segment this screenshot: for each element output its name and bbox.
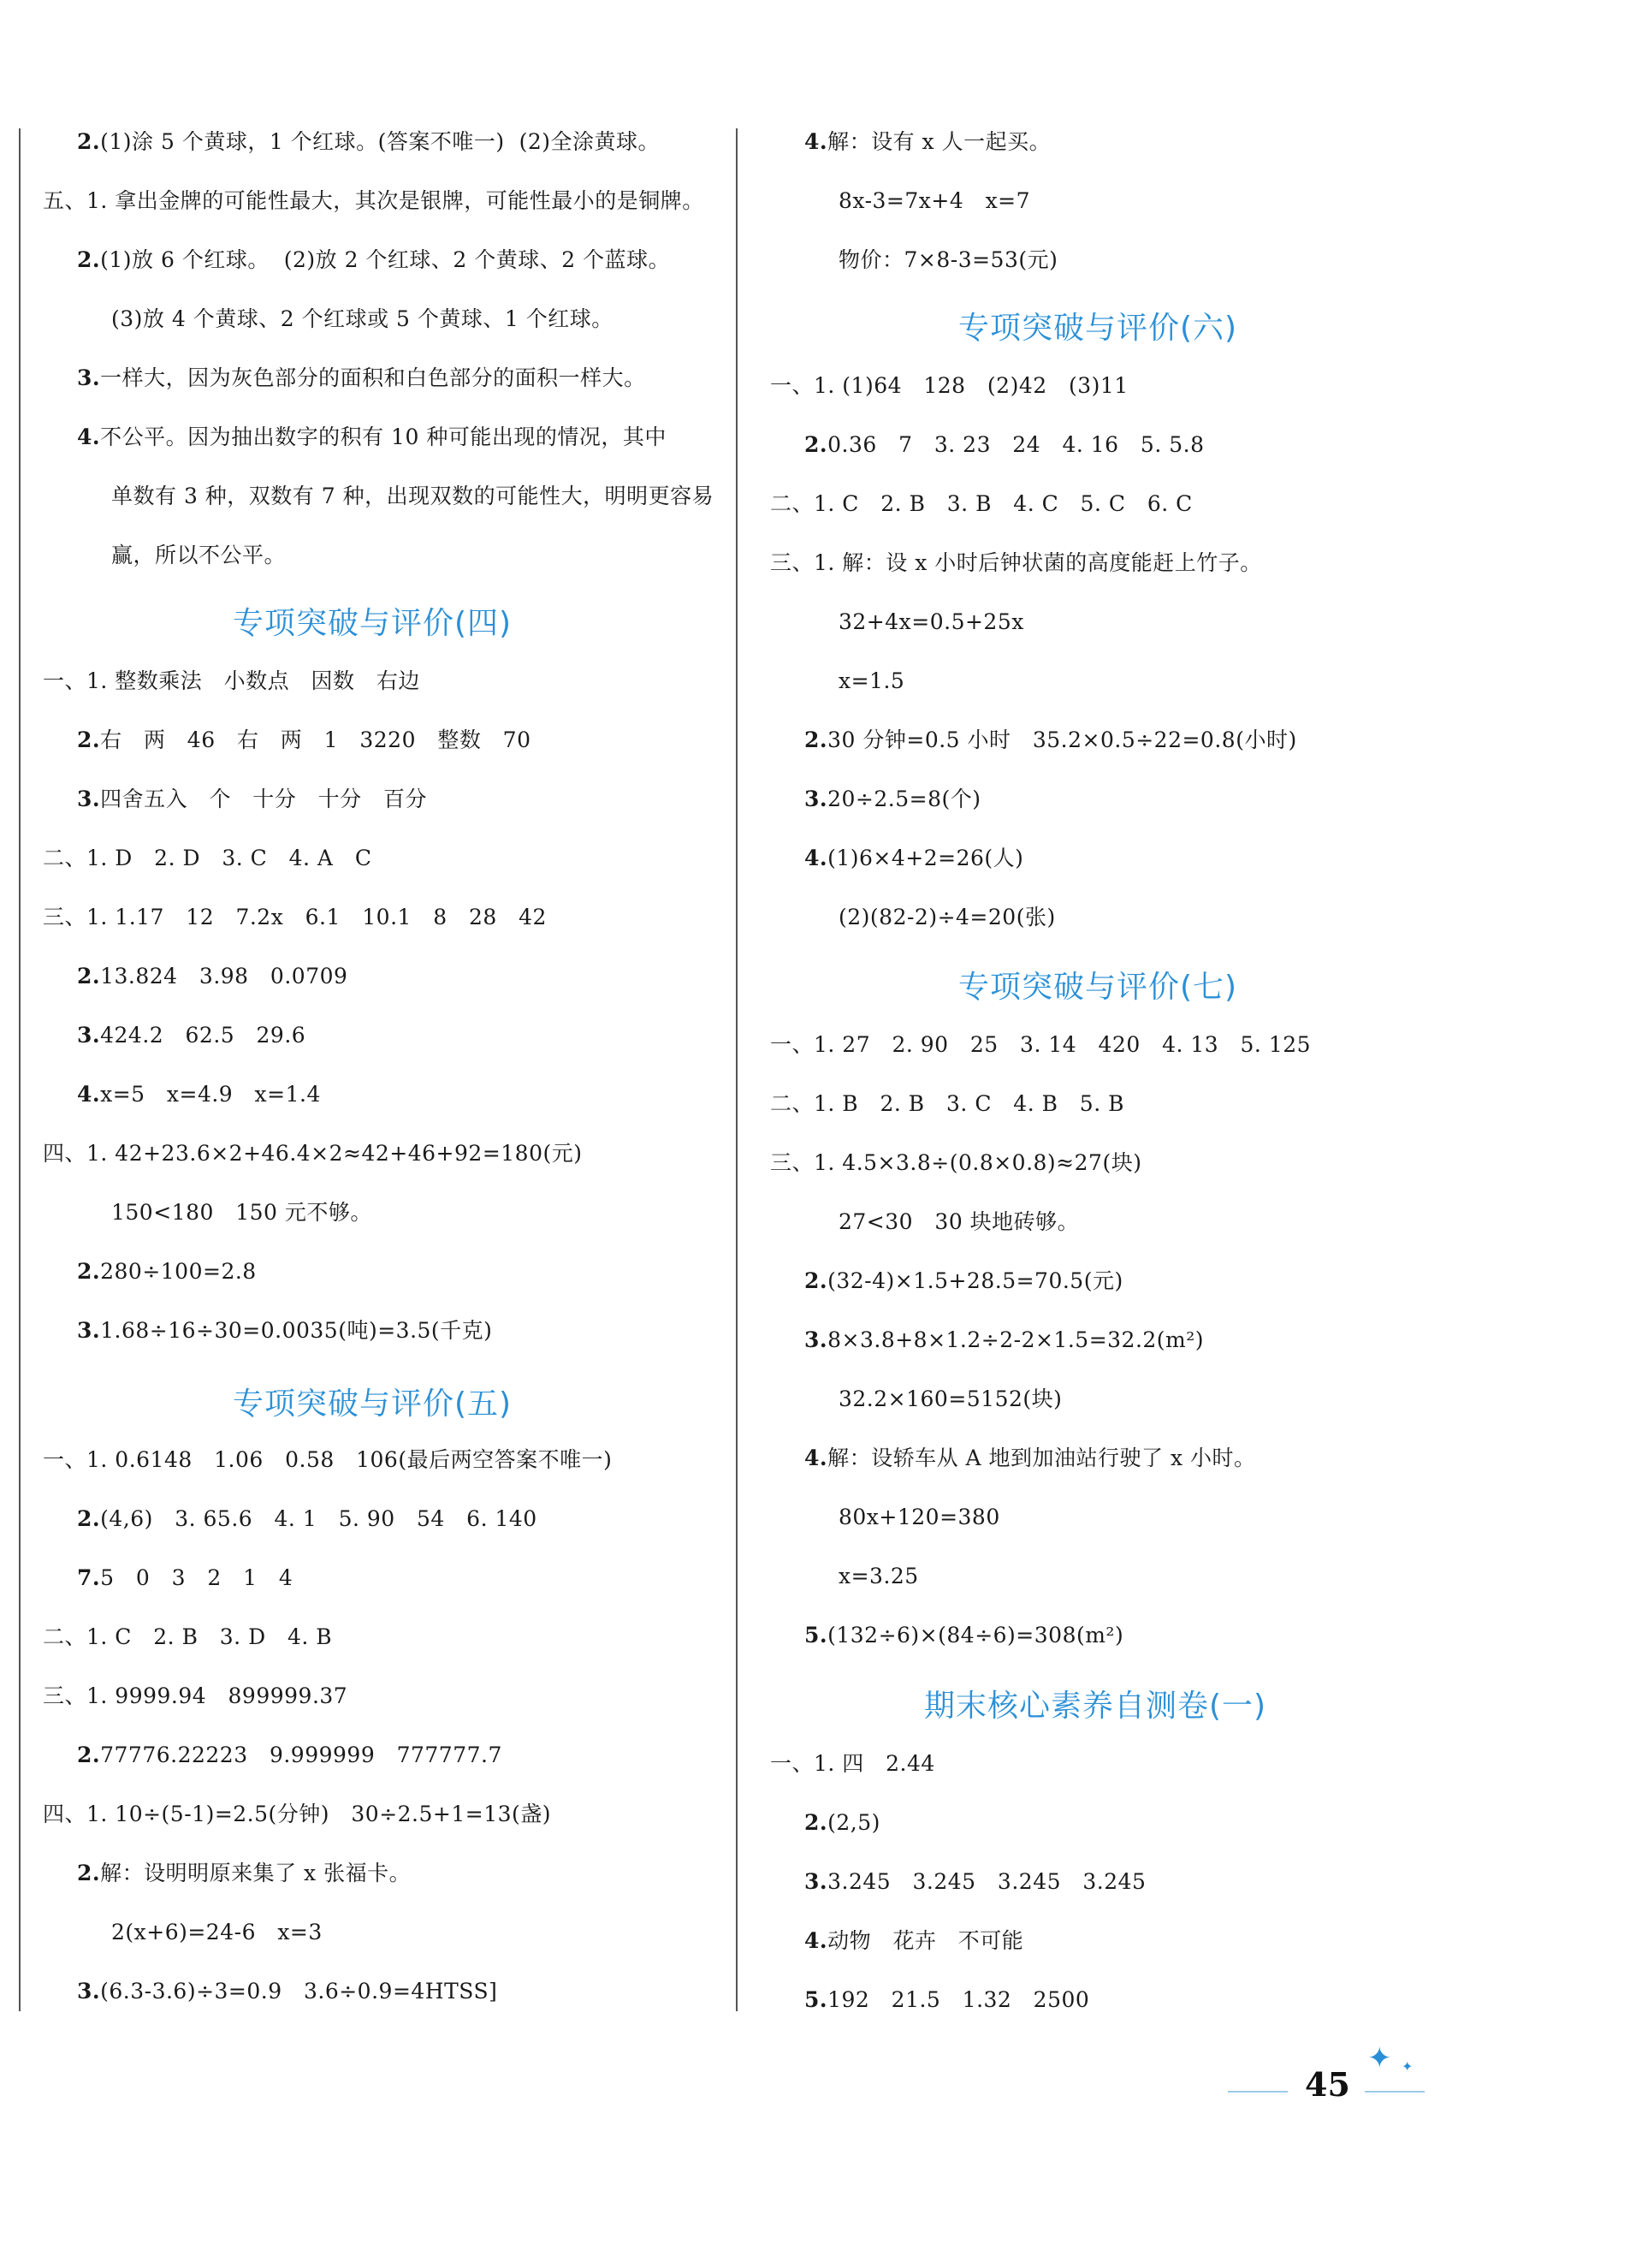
answer-line: [839, 904, 1056, 931]
answer-text: 80x+120=380: [839, 1505, 1000, 1529]
answer-text: 赢，所以不公平。: [111, 543, 287, 567]
answer-line: [43, 1140, 583, 1167]
answer-text: 32+4x=0.5+25x: [839, 609, 1024, 634]
answer-text: 二、1. C 2. B 3. D 4. B: [43, 1624, 333, 1649]
answer-text: 一、1. 27 2. 90 25 3. 14 420 4. 13 5. 125: [770, 1032, 1312, 1057]
sparkle-icon: ✦: [1367, 2041, 1392, 2075]
answer-line: [77, 1860, 411, 1887]
question-number: 2.: [77, 1743, 101, 1767]
answer-line: [770, 1750, 935, 1778]
answer-text: 一、1. (1)64 128 (2)42 (3)11: [770, 373, 1129, 398]
question-number: 3.: [804, 787, 828, 811]
answer-text: x=3.25: [839, 1564, 919, 1588]
answer-text: 不公平。因为抽出数字的积有 10 种可能出现的情况，其中: [100, 425, 667, 449]
answer-line: [839, 1504, 1000, 1531]
answer-text: 一样大，因为灰色部分的面积和白色部分的面积一样大。: [100, 365, 646, 390]
answer-line: [43, 1624, 332, 1651]
answer-text: 二、1. D 2. D 3. C 4. A C: [43, 846, 372, 870]
answer-text: 2(x+6)=24-6 x=3: [111, 1920, 323, 1944]
answer-text: 二、1. C 2. B 3. B 4. C 5. C 6. C: [770, 491, 1193, 516]
answer-line: [839, 246, 1058, 274]
answer-text: 8x-3=7x+4 x=7: [839, 188, 1031, 213]
answer-line: [77, 1317, 492, 1345]
answer-line: [77, 786, 427, 813]
question-number: 7.: [77, 1565, 101, 1590]
answer-line: [77, 963, 347, 990]
question-number: 2.: [77, 727, 101, 752]
answer-text: (32-4)×1.5+28.5=70.5(元): [827, 1268, 1123, 1293]
answer-text: 20÷2.5=8(个): [827, 787, 981, 811]
question-number: 2.: [804, 727, 828, 752]
answer-line: [77, 1505, 537, 1533]
answer-text: x=1.5: [839, 668, 905, 693]
question-number: 3.: [77, 365, 101, 390]
answer-text: x=5 x=4.9 x=1.4: [100, 1082, 321, 1107]
answer-line: [77, 1081, 321, 1108]
question-number: 3.: [77, 1979, 101, 2004]
answer-text: 四舍五入 个 十分 十分 百分: [100, 787, 427, 811]
answer-line: [804, 1327, 1204, 1354]
answer-line: [804, 786, 981, 813]
answer-text: 150<180 150 元不够。: [111, 1200, 372, 1225]
answer-text: 一、1. 0.6148 1.06 0.58 106(最后两空答案不唯一): [43, 1447, 613, 1472]
answer-line: [43, 668, 420, 695]
question-number: 2.: [804, 432, 828, 457]
answer-line: [770, 490, 1193, 518]
answer-line: [77, 1742, 502, 1769]
answer-text: 解：设明明原来集了 x 张福卡。: [100, 1861, 412, 1885]
answer-line: [839, 1208, 1079, 1236]
answer-text: (2,5): [827, 1810, 880, 1835]
answer-line: [770, 1149, 1141, 1177]
answer-text: 8×3.8+8×1.2÷2-2×1.5=32.2(m²): [827, 1327, 1205, 1352]
question-number: 2.: [77, 964, 101, 989]
question-number: 2.: [77, 1506, 101, 1531]
center-column-divider: [736, 128, 738, 2011]
answer-text: 1.68÷16÷30=0.0035(吨)=3.5(千克): [100, 1318, 493, 1343]
section-heading: 专项突破与评价(七): [958, 970, 1238, 1005]
answer-line: [804, 1445, 1256, 1472]
answer-line: [770, 1031, 1311, 1059]
question-number: 4.: [77, 425, 101, 449]
answer-text: (1)涂 5 个黄球，1 个红球。(答案不唯一) (2)全涂黄球。: [100, 129, 660, 154]
answer-text: 一、1. 四 2.44: [770, 1751, 935, 1776]
answer-line: [839, 668, 904, 695]
question-number: 3.: [804, 1869, 828, 1894]
answer-text: 280÷100=2.8: [100, 1259, 257, 1284]
answer-line: [77, 424, 667, 451]
answer-text: 27<30 30 块地砖够。: [839, 1209, 1080, 1234]
answer-line: [43, 845, 371, 872]
question-number: 4.: [804, 846, 828, 870]
answer-text: 32.2×160=5152(块): [839, 1386, 1063, 1411]
question-number: 2.: [77, 1259, 101, 1284]
question-number: 3.: [77, 1023, 101, 1048]
answer-text: 三、1. 1.17 12 7.2x 6.1 10.1 8 28 42: [43, 905, 547, 929]
answer-text: 一、1. 整数乘法 小数点 因数 右边: [43, 668, 420, 693]
answer-line: [804, 1268, 1123, 1295]
answer-line: [770, 372, 1129, 400]
answer-line: [804, 1868, 1146, 1896]
answer-text: (6.3-3.6)÷3=0.9 3.6÷0.9=4HTSS]: [100, 1979, 498, 2004]
answer-line: [77, 1564, 293, 1592]
answer-line: [77, 1022, 305, 1049]
answer-line: [839, 1563, 919, 1590]
answer-text: 30 分钟=0.5 小时 35.2×0.5÷22=0.8(小时): [827, 727, 1297, 752]
answer-line: [804, 1986, 1089, 2014]
answer-text: 解：设轿车从 A 地到加油站行驶了 x 小时。: [827, 1446, 1256, 1470]
answer-text: 0.36 7 3. 23 24 4. 16 5. 5.8: [827, 432, 1205, 457]
answer-line: [804, 1927, 1023, 1955]
answer-line: [804, 845, 1023, 872]
answer-line: [111, 306, 613, 333]
answer-line: [839, 1386, 1062, 1413]
answer-line: [77, 365, 646, 392]
section-heading: 期末核心素养自测卷(一): [924, 1689, 1267, 1724]
answer-text: (1)放 6 个红球。 (2)放 2 个红球、2 个黄球、2 个蓝球。: [100, 247, 671, 272]
question-number: 2.: [804, 1810, 828, 1835]
answer-text: 三、1. 4.5×3.8÷(0.8×0.8)≈27(块): [770, 1150, 1142, 1175]
answer-text: 单数有 3 种，双数有 7 种，出现双数的可能性大，明明更容易: [111, 484, 714, 508]
answer-text: 物价：7×8-3=53(元): [839, 247, 1058, 272]
answer-text: 三、1. 9999.94 899999.37: [43, 1683, 348, 1708]
answer-line: [770, 1090, 1124, 1118]
question-number: 2.: [77, 1861, 101, 1885]
question-number: 4.: [77, 1082, 101, 1107]
footer-rule-left: [1228, 2091, 1288, 2093]
answer-text: 5 0 3 2 1 4: [100, 1565, 293, 1590]
question-number: 2.: [77, 129, 101, 154]
question-number: 4.: [804, 1446, 828, 1470]
question-number: 5.: [804, 1987, 828, 2012]
answer-line: [804, 431, 1204, 459]
answer-line: [77, 246, 670, 274]
answer-text: 五、1. 拿出金牌的可能性最大，其次是银牌，可能性最小的是铜牌。: [43, 188, 704, 213]
question-number: 3.: [77, 1318, 101, 1343]
answer-line: [804, 1809, 880, 1837]
section-heading: 专项突破与评价(六): [958, 311, 1238, 346]
question-number: 3.: [804, 1327, 828, 1352]
footer-rule-right: [1365, 2091, 1425, 2093]
answer-line: [111, 542, 286, 569]
question-number: 3.: [77, 787, 101, 811]
answer-line: [804, 128, 1051, 156]
answer-text: (3)放 4 个黄球、2 个红球或 5 个黄球、1 个红球。: [111, 306, 613, 331]
answer-text: 四、1. 10÷(5-1)=2.5(分钟) 30÷2.5+1=13(盏): [43, 1802, 552, 1826]
answer-line: [77, 1258, 257, 1285]
answer-text: 3.245 3.245 3.245 3.245: [827, 1869, 1147, 1894]
answer-text: (2)(82-2)÷4=20(张): [839, 905, 1056, 929]
page-number: 45: [1305, 2065, 1350, 2104]
answer-text: 192 21.5 1.32 2500: [827, 1987, 1090, 2012]
question-number: 5.: [804, 1623, 828, 1648]
question-number: 2.: [804, 1268, 828, 1293]
answer-text: 动物 花卉 不可能: [827, 1928, 1024, 1953]
answer-line: [804, 727, 1297, 754]
answer-line: [43, 1683, 347, 1710]
answer-text: 右 两 46 右 两 1 3220 整数 70: [100, 727, 531, 752]
answer-text: (132÷6)×(84÷6)=308(m²): [827, 1623, 1124, 1648]
answer-line: [43, 1801, 551, 1828]
answer-line: [111, 1919, 323, 1946]
answer-text: 13.824 3.98 0.0709: [100, 964, 348, 989]
answer-line: [111, 1199, 372, 1226]
answer-line: [804, 1622, 1123, 1649]
answer-line: [43, 904, 547, 931]
answer-text: 424.2 62.5 29.6: [100, 1023, 306, 1048]
section-heading: 专项突破与评价(五): [233, 1386, 513, 1422]
answer-line: [77, 1978, 497, 2005]
answer-line: [839, 187, 1030, 215]
question-number: 2.: [77, 247, 101, 272]
small-sparkle-icon: ✦: [1402, 2058, 1414, 2075]
left-column-divider: [19, 128, 21, 2011]
question-number: 4.: [804, 129, 828, 154]
answer-text: 解：设有 x 人一起买。: [827, 129, 1052, 154]
answer-text: 77776.22223 9.999999 777777.7: [100, 1743, 502, 1767]
answer-line: [43, 1446, 612, 1474]
question-number: 4.: [804, 1928, 828, 1953]
answer-line: [77, 128, 660, 156]
answer-text: 三、1. 解：设 x 小时后钟状菌的高度能赶上竹子。: [770, 550, 1262, 575]
answer-line: [839, 609, 1024, 636]
answer-line: [111, 483, 714, 510]
answer-text: 四、1. 42+23.6×2+46.4×2≈42+46+92=180(元): [43, 1141, 583, 1166]
answer-line: [77, 727, 531, 754]
answer-line: [43, 187, 704, 215]
answer-text: 二、1. B 2. B 3. C 4. B 5. B: [770, 1091, 1124, 1116]
section-heading: 专项突破与评价(四): [233, 606, 513, 641]
answer-text: (4,6) 3. 65.6 4. 1 5. 90 54 6. 140: [100, 1506, 537, 1531]
answer-line: [770, 549, 1262, 577]
answer-text: (1)6×4+2=26(人): [827, 846, 1024, 870]
